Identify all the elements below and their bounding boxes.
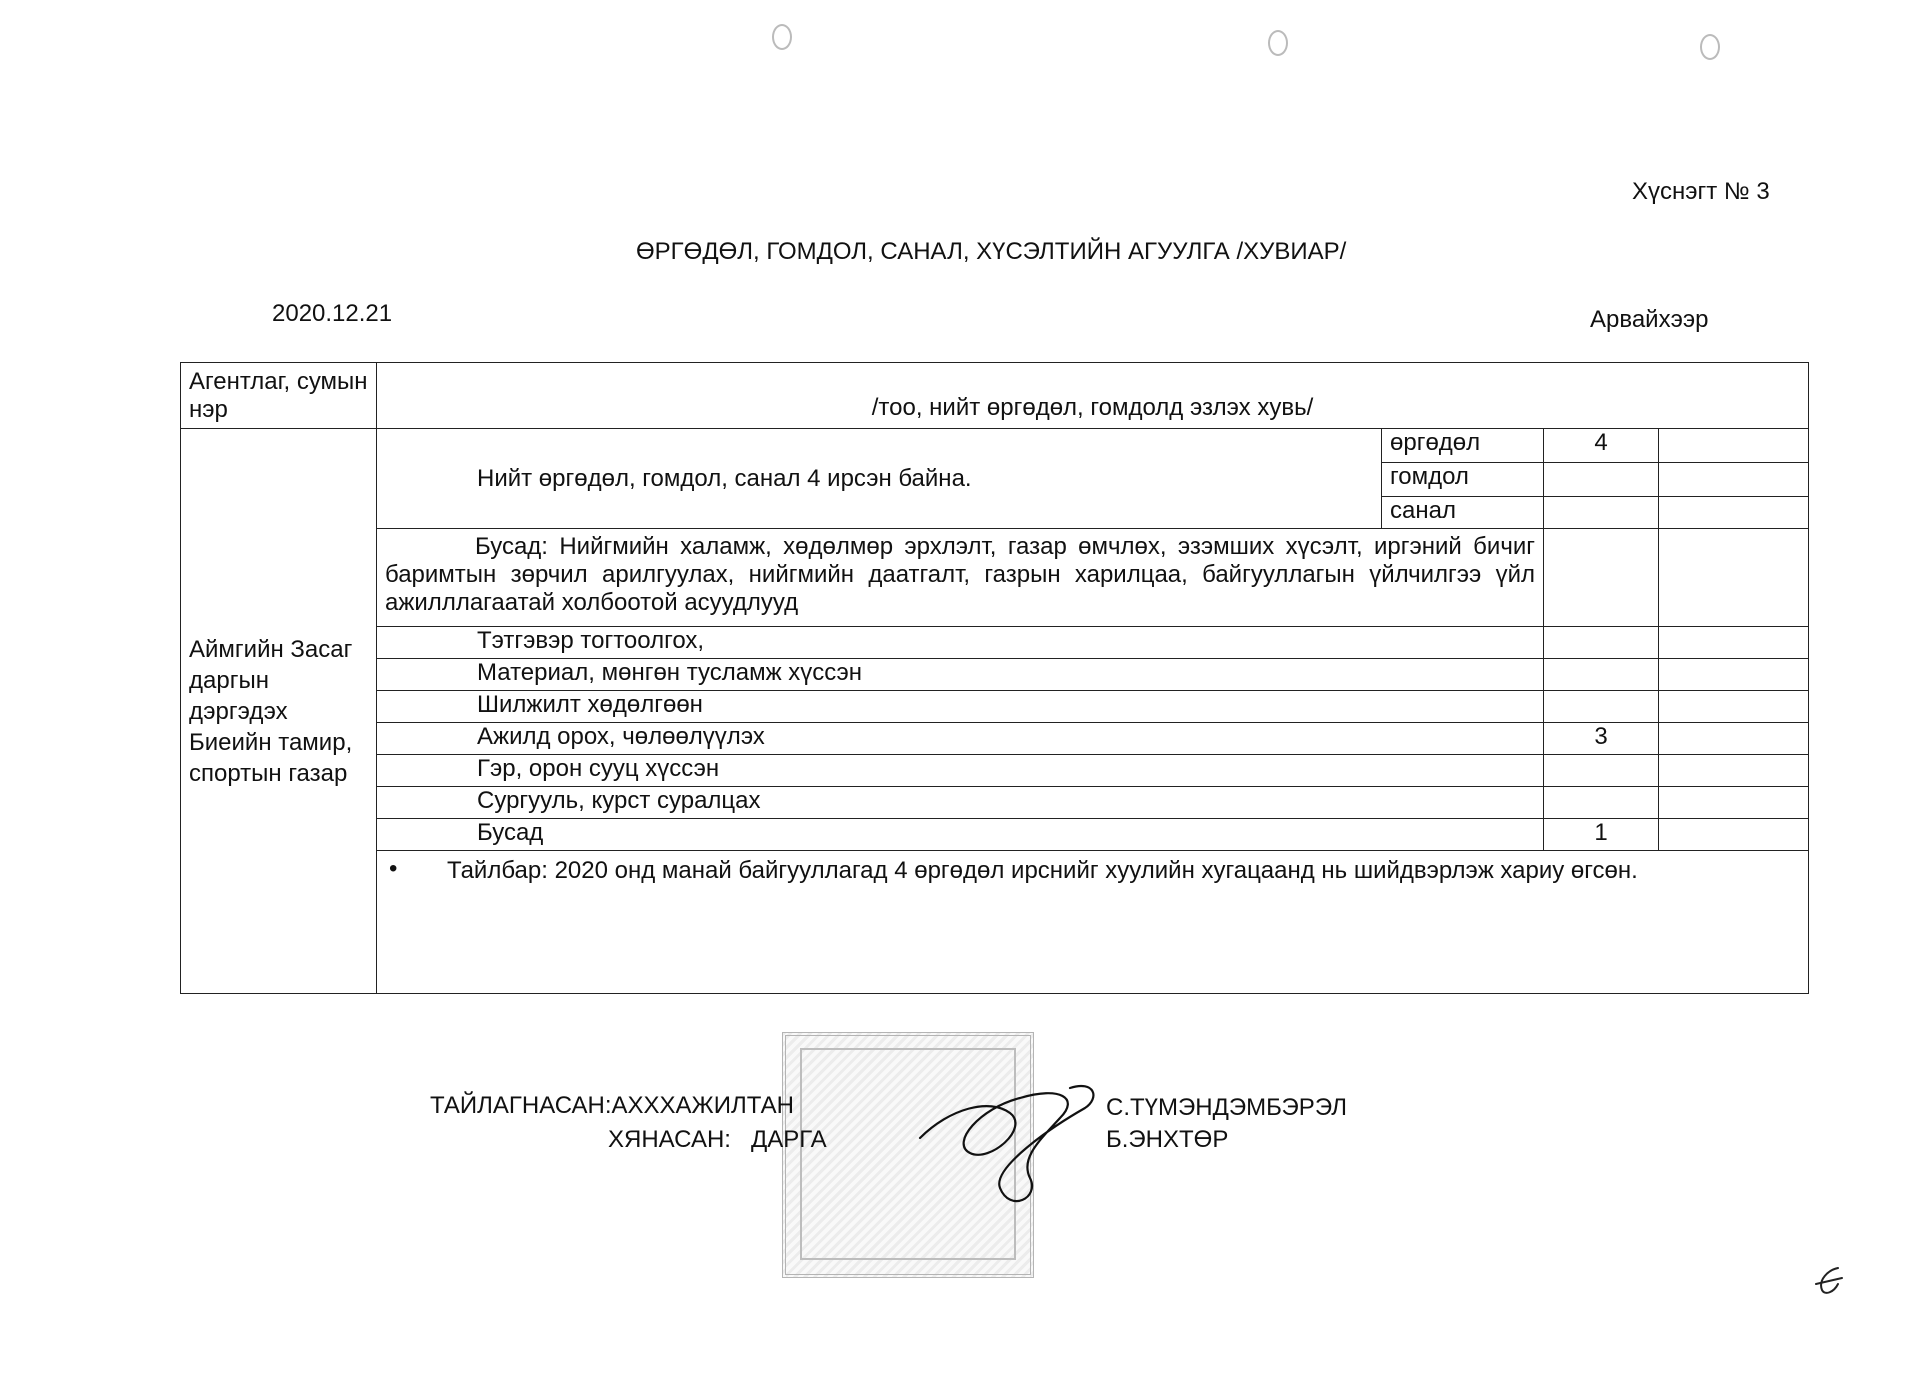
type-label: санал (1382, 497, 1544, 529)
note-cell (377, 851, 1809, 994)
empty-cell (1659, 819, 1809, 851)
empty-cell (1659, 627, 1809, 659)
report-date: 2020.12.21 (272, 300, 393, 327)
reviewed-by-label: ХЯНАСАН: ДАРГА (608, 1126, 827, 1153)
category-count (1544, 755, 1659, 787)
category-label: Гэр, орон сууц хүссэн (377, 755, 1544, 787)
category-count: 1 (1544, 819, 1659, 851)
type-count (1544, 497, 1659, 529)
empty-cell (1659, 463, 1809, 497)
reviewed-by-name: Б.ЭНХТӨР (1106, 1126, 1229, 1153)
document-title: ӨРГӨДӨЛ, ГОМДОЛ, САНАЛ, ХҮСЭЛТИЙН АГУУЛГА /ХУВИАР/ (636, 238, 1347, 265)
note-text: Тайлбар: 2020 онд манай байгууллагад 4 өргөдөл ирснийг хуулийн хугацаанд нь шийдвэрлэж хариу өгсөн. (447, 857, 1638, 884)
handwritten-mark (1808, 1262, 1848, 1302)
empty-cell (1659, 787, 1809, 819)
category-label: Материал, мөнгөн тусламж хүссэн (377, 659, 1544, 691)
empty-cell (1659, 723, 1809, 755)
report-table (180, 362, 1809, 994)
empty-cell (1659, 529, 1809, 627)
category-count: 3 (1544, 723, 1659, 755)
category-label: Шилжилт хөдөлгөөн (377, 691, 1544, 723)
other-description-cell: Бусад: Нийгмийн халамж, хөдөлмөр эрхлэлт, газар өмчлөх, эзэмших хүсэлт, иргэний бичиг баримтын зөрчил арилгуулах, нийгмийн даатгалт, газрын харилцаа, байгууллагын үйлчилгээ үйл ажилллагаатай холбоотой асуудлууд (377, 529, 1544, 627)
type-count: 4 (1544, 429, 1659, 463)
content-header-cell: /тоо, нийт өргөдөл, гомдолд эзлэх хувь/ (377, 363, 1809, 429)
empty-cell (1659, 497, 1809, 529)
empty-cell (1659, 755, 1809, 787)
empty-cell (1659, 429, 1809, 463)
prepared-by-name: С.ТҮМЭНДЭМБЭРЭЛ (1106, 1094, 1348, 1121)
empty-cell (1544, 529, 1659, 627)
category-label: Тэтгэвэр тогтоолгох, (377, 627, 1544, 659)
report-location: Арвайхээр (1590, 306, 1709, 333)
punch-hole (1700, 34, 1720, 60)
category-label: Сургууль, курст суралцах (377, 787, 1544, 819)
org-name-cell: Аймгийн Засаг даргын дэргэдэх Биеийн тамир, спортын газар (181, 429, 377, 994)
bullet-icon: • (389, 855, 398, 882)
category-count (1544, 691, 1659, 723)
punch-hole (1268, 30, 1288, 56)
type-label: өргөдөл (1382, 429, 1544, 463)
appendix-label: Хүснэгт № 3 (1632, 178, 1770, 205)
signature-scribble (910, 1068, 1110, 1218)
empty-cell (1659, 659, 1809, 691)
category-count (1544, 659, 1659, 691)
category-label: Ажилд орох, чөлөөлүүлэх (377, 723, 1544, 755)
type-count (1544, 463, 1659, 497)
type-label: гомдол (1382, 463, 1544, 497)
category-label: Бусад (377, 819, 1544, 851)
empty-cell (1659, 691, 1809, 723)
org-header-cell: Агентлаг, сумын нэр (181, 363, 377, 429)
prepared-by-label: ТАЙЛАГНАСАН:АХХХАЖИЛТАН (430, 1092, 794, 1119)
category-count (1544, 787, 1659, 819)
punch-hole (772, 24, 792, 50)
summary-cell: Нийт өргөдөл, гомдол, санал 4 ирсэн байна. (377, 429, 1382, 529)
category-count (1544, 627, 1659, 659)
